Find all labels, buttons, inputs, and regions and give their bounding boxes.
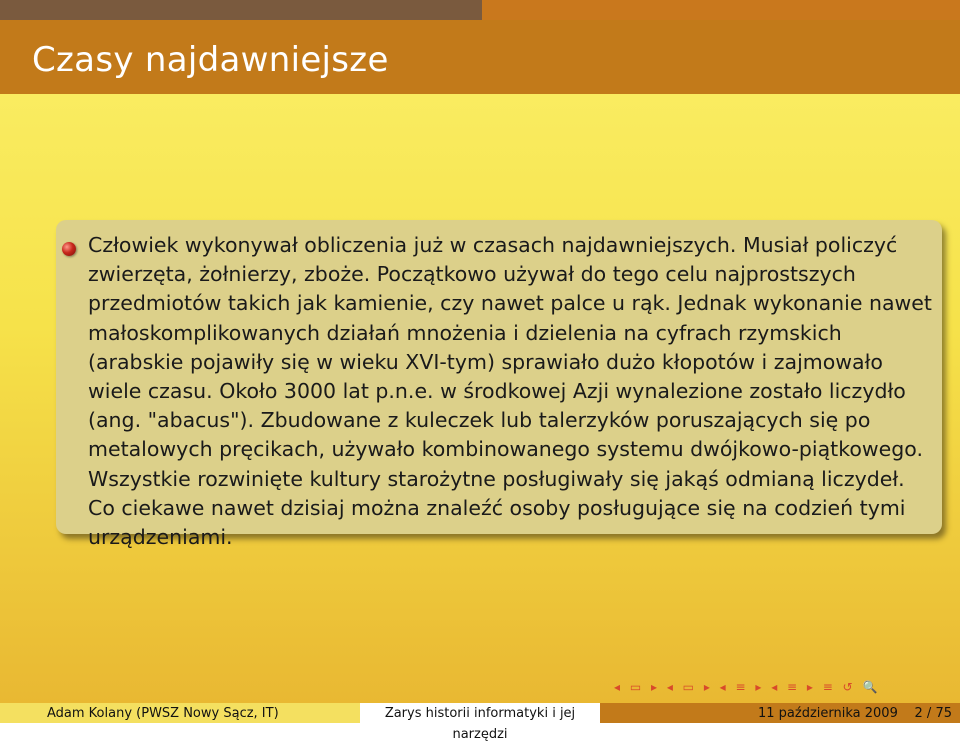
nav-icons[interactable]: ◂ ▭ ▸ ◂ ▭ ▸ ◂ ≡ ▸ ◂ ≡ ▸ ≡ ↺ 🔍 <box>614 680 881 694</box>
frame-title-bar <box>0 20 960 94</box>
footer-page-number: 2 / 75 <box>914 706 952 721</box>
footer-title: Zarys historii informatyki i jej narzędzi <box>360 703 600 723</box>
footer-date-section <box>600 703 960 723</box>
footer-date: 11 października 2009 <box>758 706 898 721</box>
block-paragraph: Człowiek wykonywał obliczenia już w czasach najdawniejszych. Musiał policzyć zwierzęta, żołnierzy, zboże. Początkowo używał do tego celu najprostszych przedmiotów takich jak kamienie, czy nawet palce u rąk. Jednak wykonanie nawet małoskomplikowanych działań mnożenia i dzielenia na cyfrach rzymskich (arabskie pojawiły się w wieku XVI-tym) sprawiało dużo kłopotów i zajmowało wiele czasu. Około 3000 lat p.n.e. w środkowej Azji wynalezione zostało liczydło (ang. "abacus"). Zbudowane z kuleczek lub talerzyków poruszających się po metalowych pręcikach, używało kombinowanego systemu dwójkowo-piątkowego. Wszystkie rozwinięte kultury starożytne posługiwały się jakąś odmianą liczydeł. Co ciekawe nawet dzisiaj można znaleźć osoby posługujące się na codzień tymi urządzeniami. <box>88 233 932 550</box>
footline <box>0 703 960 742</box>
navigation-symbols[interactable] <box>614 680 954 698</box>
footer-author: Adam Kolany (PWSZ Nowy Sącz, IT) <box>47 706 279 721</box>
frame-title: Czasy najdawniejsze <box>32 40 389 80</box>
headline-left-section <box>0 0 482 20</box>
bullet-ball-icon <box>62 242 76 256</box>
